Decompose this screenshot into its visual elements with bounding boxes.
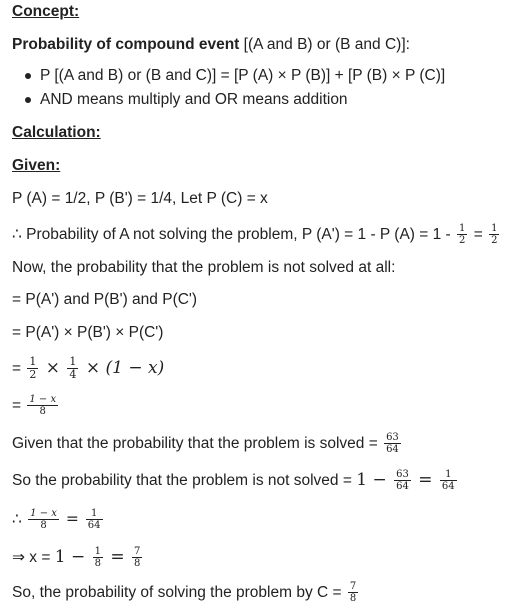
- not-solved-line: So the probability that the problem is not solved = 1 − $\frac{63}{64}$ = $\frac{1}{64}$: [12, 469, 455, 493]
- now-line: Now, the probability that the problem is not solved at all:: [12, 259, 396, 276]
- expression: (1 − x): [105, 358, 165, 378]
- fraction: $\frac{7}{8}$: [349, 581, 357, 605]
- fraction: $\frac{1}{2}$: [29, 355, 37, 382]
- fraction: $\frac{63}{64}$: [386, 432, 399, 456]
- bullet-dot-icon: [25, 97, 31, 103]
- given-solved-line: Given that the probability that the problem is solved = $\frac{63}{64}$: [12, 432, 399, 456]
- bullet-dot-icon: [25, 73, 31, 79]
- bullet-text: AND means multiply and OR means addition: [40, 91, 348, 108]
- concept-title-line: [12, 35, 410, 55]
- prob-a-line: ∴ Probability of A not solving the problem, P (A') = 1 - P (A) = 1 - $\frac{1}{2}$ = $\frac{1}{2}$: [12, 223, 498, 247]
- fraction: $\frac{1 - x}{8}$: [30, 508, 57, 532]
- given-heading: Given:: [12, 157, 61, 174]
- bullet-text: P [(A and B) or (B and C)] = [P (A) × P (B)] + [P (B) × P (C)]: [40, 67, 446, 84]
- bullet-item: [40, 90, 348, 110]
- fraction: $\frac{1}{64}$: [87, 508, 101, 532]
- fraction: $\frac{1}{4}$: [69, 355, 77, 382]
- product-line: = $\frac{1}{2}$ × $\frac{1}{4}$ × (1 − x): [12, 355, 165, 382]
- fraction: $\frac{1}{2}$: [459, 223, 466, 247]
- result-line: = $\frac{1 - x}{8}$: [12, 394, 57, 418]
- equation-line: ∴ $\frac{1 - x}{8}$ = $\frac{1}{64}$: [12, 508, 101, 532]
- x-value-line: ⇒ x = 1 − $\frac{1}{8}$ = $\frac{7}{8}$: [12, 546, 141, 570]
- and-line: = P(A') and P(B') and P(C'): [12, 291, 198, 308]
- concept-heading: Concept:: [12, 3, 80, 20]
- calculation-heading: Calculation:: [12, 124, 101, 141]
- fraction: $\frac{1 - x}{8}$: [29, 394, 57, 418]
- fraction: $\frac{63}{64}$: [396, 469, 409, 493]
- fraction: $\frac{1}{64}$: [441, 469, 455, 493]
- given-line: P (A) = 1/2, P (B') = 1/4, Let P (C) = x: [12, 190, 268, 207]
- fraction: $\frac{1}{2}$: [491, 223, 498, 247]
- prob-a-prefix: ∴ Probability of A not solving the problem, P (A') = 1 - P (A) = 1 -: [12, 226, 456, 243]
- fraction: $\frac{1}{8}$: [94, 546, 101, 570]
- final-answer-line: So, the probability of solving the problem by C = $\frac{7}{8}$: [12, 581, 357, 605]
- concept-title: Probability of compound event: [12, 36, 240, 53]
- concept-title-rest: [(A and B) or (B and C)]:: [239, 36, 410, 53]
- fraction: $\frac{7}{8}$: [134, 546, 141, 570]
- bullet-item: [40, 66, 445, 86]
- times-line: = P(A') × P(B') × P(C'): [12, 324, 164, 341]
